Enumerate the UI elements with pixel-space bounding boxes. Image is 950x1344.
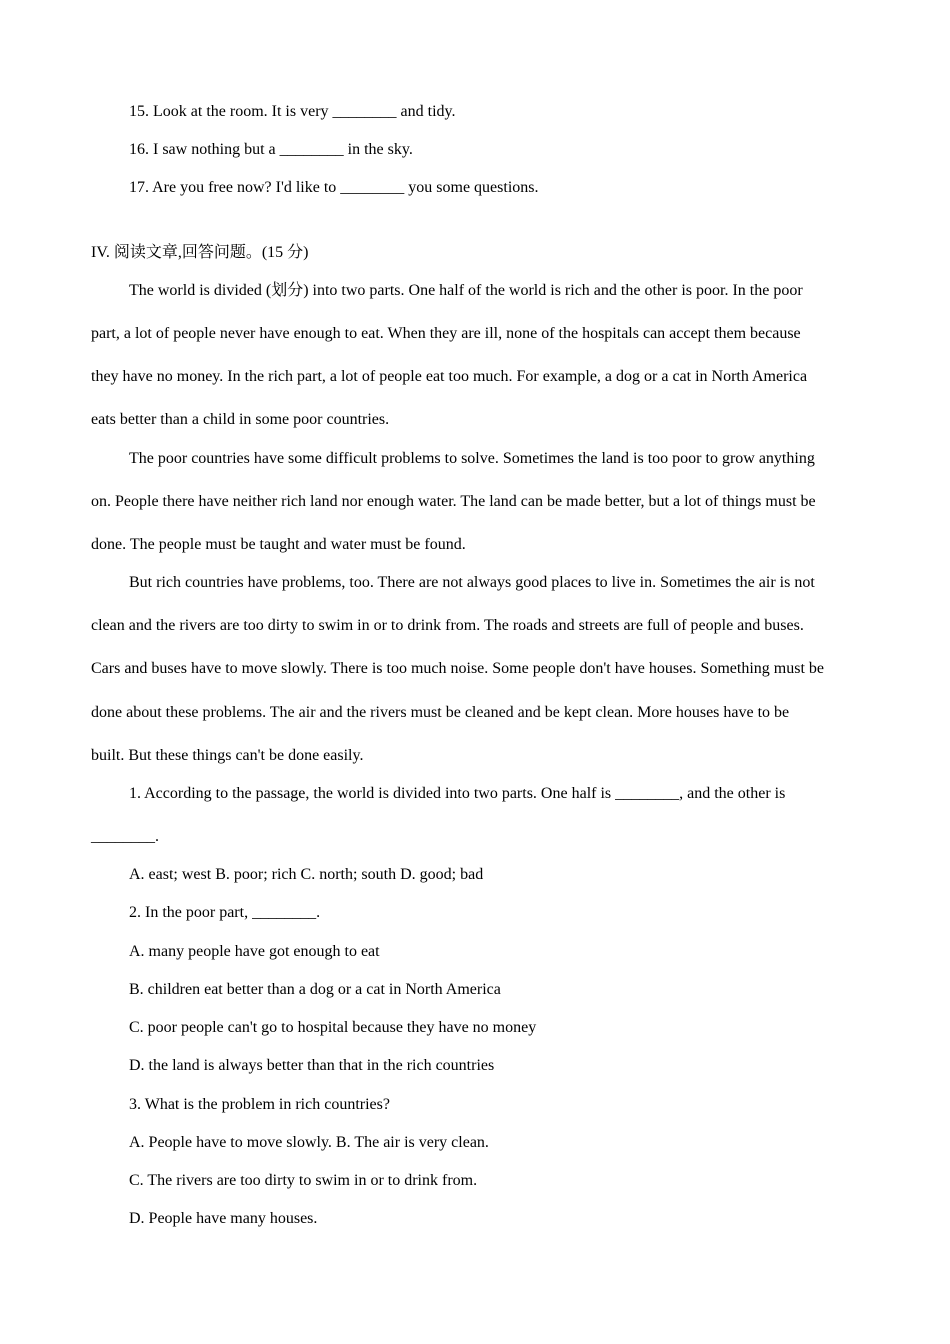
passage-line: they have no money. In the rich part, a lot of people eat too much. For example, a dog or a cat in North America <box>91 368 808 385</box>
passage-line: The world is divided (划分) into two parts. One half of the world is rich and the other is poor. In the poor <box>129 282 803 299</box>
question-3-options-ab: A. People have to move slowly. B. The air is very clean. <box>129 1134 489 1151</box>
question-2-option-d: D. the land is always better than that in the rich countries <box>129 1057 495 1074</box>
passage-line: clean and the rivers are too dirty to swim in or to drink from. The roads and streets are full of people and buses. <box>91 617 804 634</box>
question-1-stem-cont: ________. <box>91 828 159 845</box>
passage-line: on. People there have neither rich land nor enough water. The land can be made better, but a lot of things must be <box>91 493 816 510</box>
section-heading: IV. 阅读文章,回答问题。(15 分) <box>91 244 309 261</box>
fill-blank-item-17: 17. Are you free now? I'd like to ________ you some questions. <box>129 179 539 196</box>
fill-blank-item-16: 16. I saw nothing but a ________ in the sky. <box>129 141 413 158</box>
fill-blank-item-15: 15. Look at the room. It is very ________ and tidy. <box>129 103 456 120</box>
question-1-options: A. east; west B. poor; rich C. north; south D. good; bad <box>129 866 484 883</box>
passage-line: But rich countries have problems, too. There are not always good places to live in. Sometimes the air is not <box>129 574 815 591</box>
passage-line: built. But these things can't be done easily. <box>91 747 364 764</box>
question-1-stem: 1. According to the passage, the world is divided into two parts. One half is ________, and the other is <box>129 785 786 802</box>
question-2-option-c: C. poor people can't go to hospital because they have no money <box>129 1019 537 1036</box>
question-2-option-a: A. many people have got enough to eat <box>129 943 380 960</box>
passage-line: part, a lot of people never have enough to eat. When they are ill, none of the hospitals can accept them because <box>91 325 801 342</box>
passage-line: Cars and buses have to move slowly. There is too much noise. Some people don't have houses. Something must be <box>91 660 824 677</box>
passage-line: The poor countries have some difficult problems to solve. Sometimes the land is too poor to grow anything <box>129 450 815 467</box>
question-2-option-b: B. children eat better than a dog or a cat in North America <box>129 981 501 998</box>
question-2-stem: 2. In the poor part, ________. <box>129 904 321 921</box>
question-3-option-c: C. The rivers are too dirty to swim in or to drink from. <box>129 1172 478 1189</box>
passage-line: done. The people must be taught and water must be found. <box>91 536 466 553</box>
passage-line: done about these problems. The air and the rivers must be cleaned and be kept clean. More houses have to be <box>91 704 790 721</box>
question-3-stem: 3. What is the problem in rich countries? <box>129 1096 390 1113</box>
passage-line: eats better than a child in some poor countries. <box>91 411 390 428</box>
question-3-option-d: D. People have many houses. <box>129 1210 318 1227</box>
